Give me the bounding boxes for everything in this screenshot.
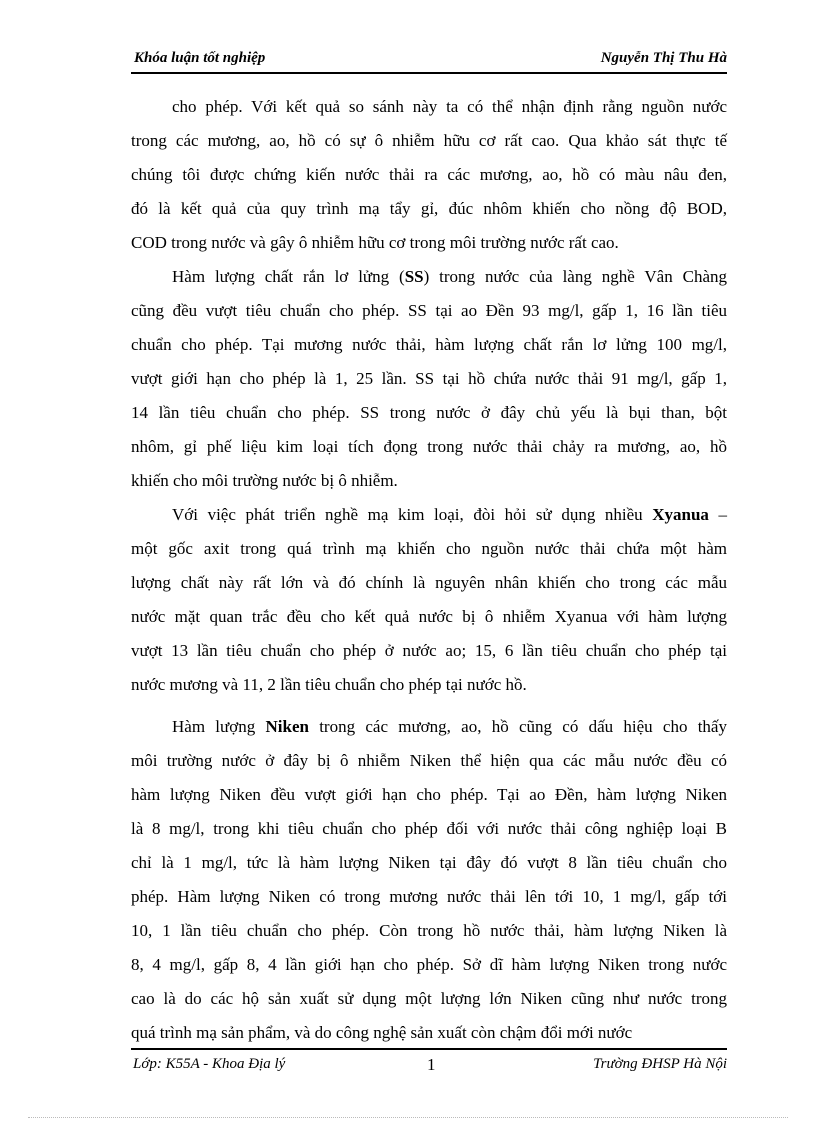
paragraph-line: Với việc phát triển nghề mạ kim loại, đòi hỏi sử dụng nhiều Xyanua – (172, 505, 727, 524)
paragraph-line: khiến cho môi trường nước bị ô nhiễm. (131, 471, 398, 490)
paragraph-line: hàm lượng Niken đều vượt giới hạn cho phép. Tại ao Đền, hàm lượng Niken (131, 785, 727, 804)
paragraph-line: chuẩn cho phép. Tại mương nước thải, hàm lượng chất rắn lơ lửng 100 mg/l, (131, 335, 727, 354)
paragraph-line: là 8 mg/l, trong khi tiêu chuẩn cho phép đối với nước thải công nghiệp loại B (131, 819, 727, 838)
header-left-title: Khóa luận tốt nghiệp (134, 50, 266, 66)
bold-term-niken: Niken (265, 717, 309, 736)
paragraph-2 (131, 260, 727, 498)
paragraph-line: vượt 13 lần tiêu chuẩn cho phép ở nước ao; 15, 6 lần tiêu chuẩn cho phép tại (131, 641, 727, 660)
paragraph-line: vượt giới hạn cho phép là 1, 25 lần. SS tại hồ chứa nước thải 91 mg/l, gấp 1, (131, 369, 727, 388)
paragraph-line: Hàm lượng Niken trong các mương, ao, hồ cũng có dấu hiệu cho thấy (172, 717, 727, 736)
paragraph-line: cao là do các hộ sản xuất sử dụng một lượng lớn Niken cũng như nước trong (131, 989, 727, 1008)
page-header (131, 50, 727, 74)
paragraph-line: 8, 4 mg/l, gấp 8, 4 lần giới hạn cho phép. Sở dĩ hàm lượng Niken trong nước (131, 955, 727, 974)
paragraph-line: phép. Hàm lượng Niken có trong mương nước thải lên tới 10, 1 mg/l, gấp tới (131, 887, 727, 906)
paragraph-line: COD trong nước và gây ô nhiễm hữu cơ trong môi trường nước rất cao. (131, 233, 619, 252)
document-body (131, 90, 727, 1050)
paragraph-line: trong các mương, ao, hồ có sự ô nhiễm hữu cơ rất cao. Qua khảo sát thực tế (131, 131, 727, 150)
paragraph-line: môi trường nước ở đây bị ô nhiễm Niken thể hiện qua các mẫu nước đều có (131, 751, 727, 770)
footer-university: Trường ĐHSP Hà Nội (593, 1056, 727, 1072)
paragraph-line: nước mặt quan trắc đều cho kết quả nước bị ô nhiễm Xyanua với hàm lượng (131, 607, 727, 626)
paragraph-1 (131, 90, 727, 260)
page-footer (131, 1048, 727, 1080)
paragraph-line: chúng tôi được chứng kiến nước thải ra các mương, ao, hồ có màu nâu đen, (131, 165, 727, 184)
footer-class-label: Lớp: K55A - Khoa Địa lý (133, 1056, 286, 1072)
paragraph-line: nước mương và 11, 2 lần tiêu chuẩn cho phép tại nước hồ. (131, 675, 527, 694)
page-bottom-divider (28, 1117, 788, 1118)
paragraph-line: lượng chất này rất lớn và đó chính là nguyên nhân khiến cho trong các mẫu (131, 573, 727, 592)
paragraph-4 (131, 710, 727, 1050)
paragraph-line: 14 lần tiêu chuẩn cho phép. SS trong nước ở đây chủ yếu là bụi than, bột (131, 403, 727, 422)
paragraph-line: quá trình mạ sản phẩm, và do công nghệ sản xuất còn chậm đổi mới nước (131, 1023, 633, 1042)
paragraph-line: 10, 1 lần tiêu chuẩn cho phép. Còn trong hồ nước thải, hàm lượng Niken là (131, 921, 727, 940)
page-number: 1 (427, 1055, 436, 1074)
paragraph-line: đó là kết quả của quy trình mạ tẩy gỉ, đúc nhôm khiến cho nồng độ BOD, (131, 199, 727, 218)
paragraph-line: nhôm, gỉ phế liệu kim loại tích đọng trong nước thải chảy ra mương, ao, hồ (131, 437, 727, 456)
bold-term-xyanua: Xyanua (652, 505, 709, 524)
paragraph-line: chỉ là 1 mg/l, tức là hàm lượng Niken tại đây đó vượt 8 lần tiêu chuẩn cho (131, 853, 727, 872)
paragraph-line: cho phép. Với kết quả so sánh này ta có thể nhận định rằng nguồn nước (172, 97, 727, 116)
paragraph-3 (131, 498, 727, 702)
paragraph-line: cũng đều vượt tiêu chuẩn cho phép. SS tại ao Đền 93 mg/l, gấp 1, 16 lần tiêu (131, 301, 727, 320)
paragraph-line: Hàm lượng chất rắn lơ lửng (SS) trong nước của làng nghề Vân Chàng (172, 267, 727, 286)
bold-term-ss: SS (404, 267, 424, 286)
header-author: Nguyễn Thị Thu Hà (600, 50, 727, 66)
paragraph-line: một gốc axit trong quá trình mạ khiến cho nguồn nước thải chứa một hàm (131, 539, 727, 558)
